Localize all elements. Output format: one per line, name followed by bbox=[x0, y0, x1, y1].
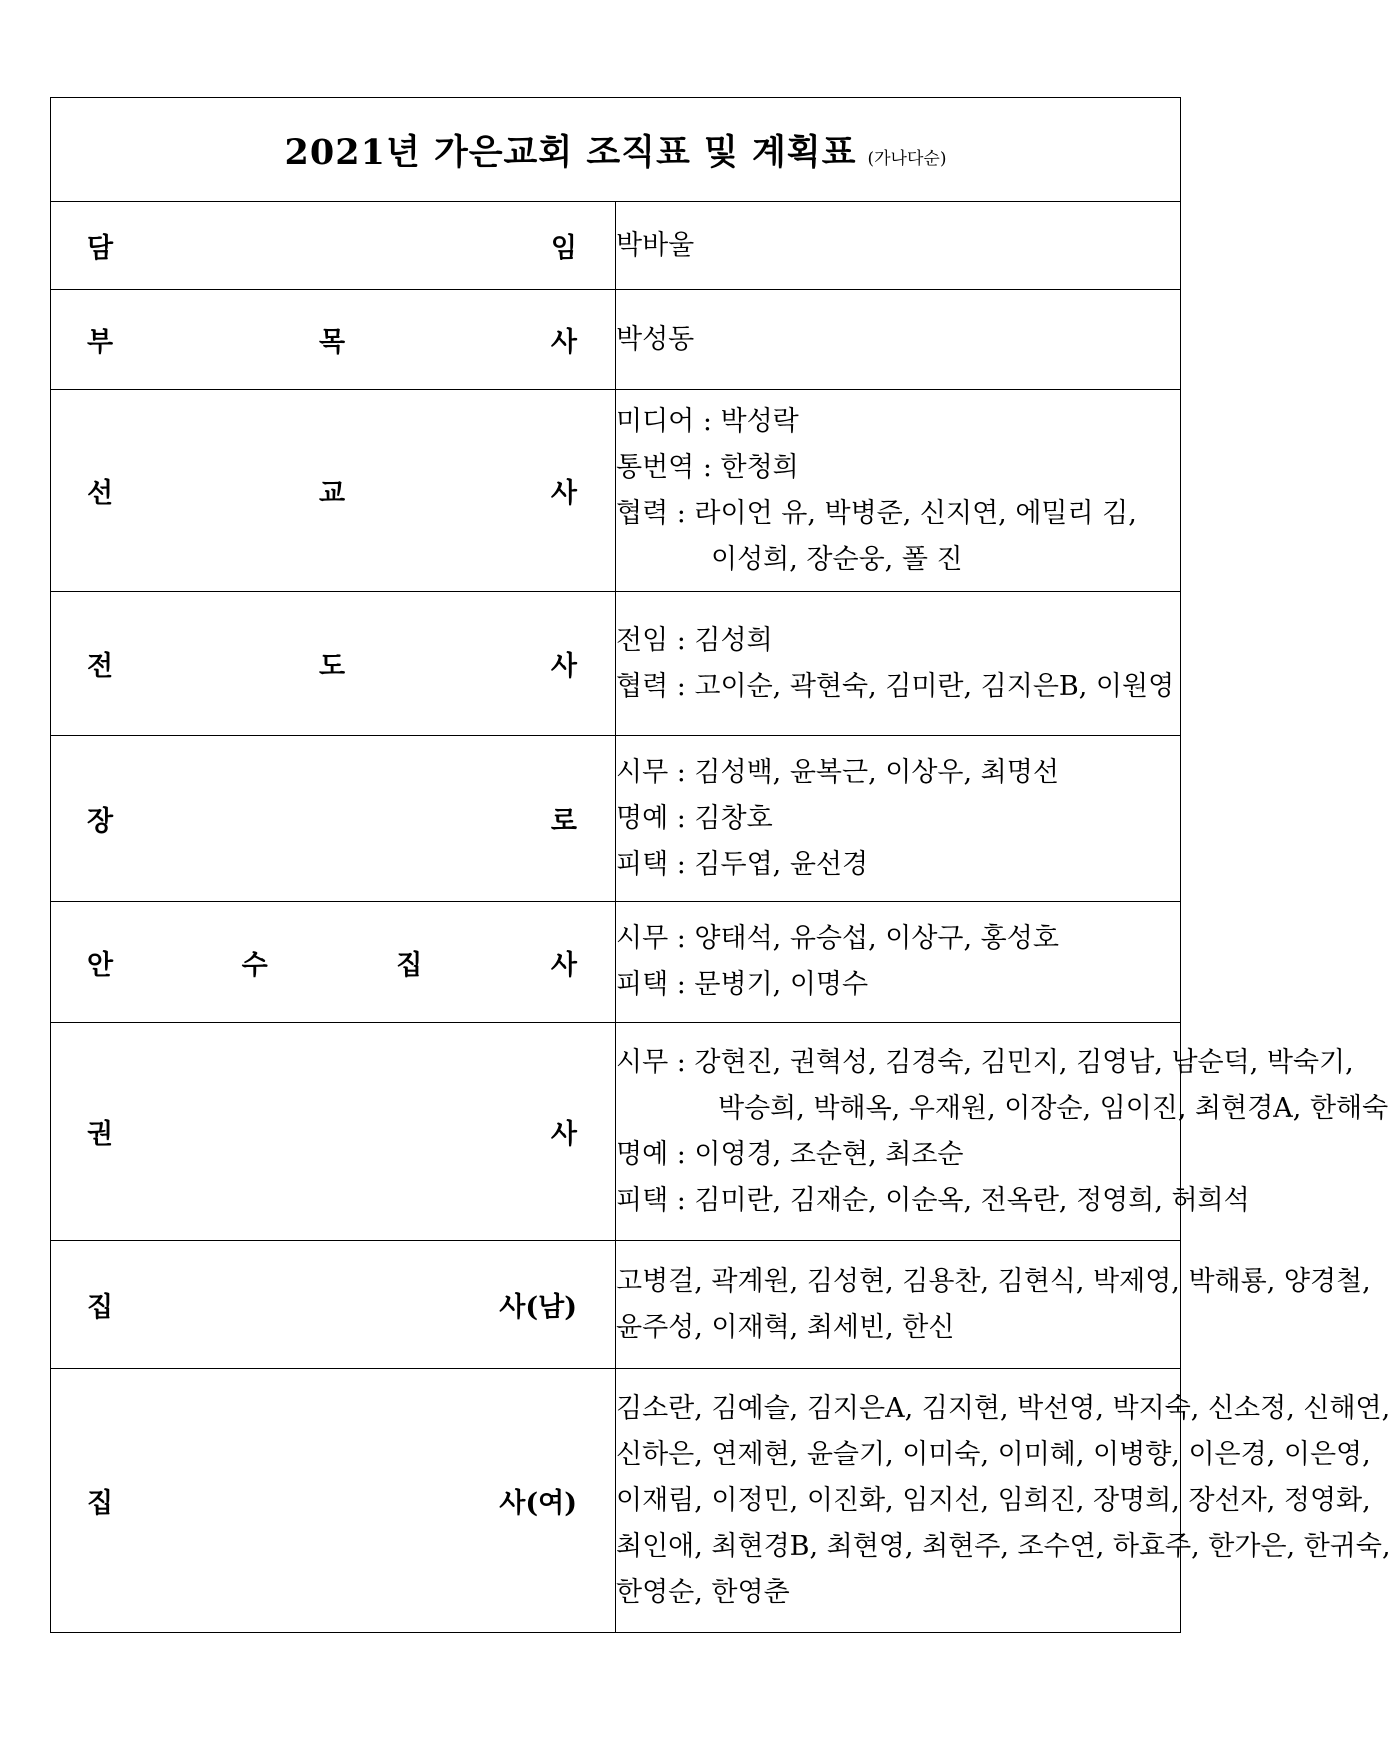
role-label-char: 집 bbox=[87, 1488, 114, 1519]
role-label-char: 선 bbox=[87, 478, 114, 509]
member-line-continued: 박승희, 박해옥, 우재원, 이장순, 임이진, 최현경A, 한해숙 bbox=[718, 1092, 1389, 1124]
table-row bbox=[51, 736, 1181, 902]
role-label-cell bbox=[51, 1369, 616, 1633]
role-label-char: 안 bbox=[87, 949, 114, 981]
member-list-cell bbox=[616, 202, 1181, 290]
role-label-char: 사 bbox=[550, 651, 577, 682]
member-list-cell bbox=[616, 1241, 1371, 1369]
member-line: 이재림, 이정민, 이진화, 임지선, 임희진, 장명희, 장선자, 정영화, bbox=[616, 1484, 1371, 1516]
member-list-cell bbox=[616, 390, 1181, 592]
role-label-cell bbox=[51, 290, 616, 390]
role-label bbox=[51, 1285, 615, 1324]
role-label-char: 사(남) bbox=[499, 1292, 577, 1323]
member-line: 피택 : 김두엽, 윤선경 bbox=[616, 848, 869, 880]
member-line: 시무 : 김성백, 윤복근, 이상우, 최명선 bbox=[616, 756, 1059, 788]
member-line: 고병걸, 곽계원, 김성현, 김용찬, 김현식, 박제영, 박해룡, 양경철, bbox=[616, 1265, 1371, 1297]
role-label bbox=[51, 471, 615, 510]
table-row bbox=[51, 202, 1181, 290]
role-label-char: 사(여) bbox=[499, 1488, 577, 1519]
member-list-cell bbox=[616, 902, 1181, 1023]
role-label-char: 사 bbox=[550, 949, 577, 981]
member-line: 피택 : 김미란, 김재순, 이순옥, 전옥란, 정영희, 허희석 bbox=[616, 1184, 1250, 1216]
title-cell bbox=[51, 98, 1181, 202]
member-line: 박바울 bbox=[616, 229, 695, 261]
role-label-char: 권 bbox=[87, 1119, 114, 1150]
role-label bbox=[51, 943, 615, 982]
role-label-char: 집 bbox=[396, 949, 423, 981]
role-label-char: 수 bbox=[241, 949, 268, 981]
member-line: 시무 : 강현진, 권혁성, 김경숙, 김민지, 김영남, 남순덕, 박숙기, bbox=[616, 1046, 1354, 1078]
role-label bbox=[51, 1112, 615, 1151]
member-line: 전임 : 김성희 bbox=[616, 624, 773, 656]
role-label-char: 목 bbox=[318, 327, 346, 358]
member-line: 협력 : 고이순, 곽현숙, 김미란, 김지은B, 이원영 bbox=[616, 670, 1175, 702]
role-label bbox=[51, 320, 615, 359]
role-label-char: 교 bbox=[318, 478, 346, 509]
role-label bbox=[51, 644, 615, 683]
role-label-cell bbox=[51, 1023, 616, 1241]
table-row bbox=[51, 1023, 1181, 1241]
org-chart-table bbox=[50, 97, 1391, 1633]
member-list-cell bbox=[616, 290, 1181, 390]
role-label-char: 사 bbox=[550, 478, 577, 509]
title-row bbox=[51, 98, 1181, 202]
member-line: 한영순, 한영춘 bbox=[616, 1576, 790, 1608]
member-line: 윤주성, 이재혁, 최세빈, 한신 bbox=[616, 1311, 955, 1343]
role-label-char: 로 bbox=[550, 806, 577, 837]
member-list-cell bbox=[616, 1023, 1389, 1241]
role-label-cell bbox=[51, 390, 616, 592]
member-line: 박성동 bbox=[616, 323, 695, 355]
member-line: 김소란, 김예슬, 김지은A, 김지현, 박선영, 박지숙, 신소정, 신해연, bbox=[616, 1392, 1391, 1424]
role-label-cell bbox=[51, 1241, 616, 1369]
role-label-char: 임 bbox=[550, 233, 577, 264]
role-label-char: 사 bbox=[550, 327, 577, 358]
table-row bbox=[51, 1241, 1181, 1369]
member-line-continued: 이성희, 장순웅, 폴 진 bbox=[711, 543, 963, 575]
role-label-char: 담 bbox=[87, 233, 114, 264]
member-list-cell bbox=[616, 1369, 1391, 1633]
role-label-cell bbox=[51, 202, 616, 290]
table-row bbox=[51, 592, 1181, 736]
role-label-char: 도 bbox=[318, 651, 346, 682]
role-label-char: 사 bbox=[550, 1119, 577, 1150]
role-label-cell bbox=[51, 902, 616, 1023]
member-line: 신하은, 연제현, 윤슬기, 이미숙, 이미혜, 이병향, 이은경, 이은영, bbox=[616, 1438, 1371, 1470]
role-label-char: 장 bbox=[87, 806, 114, 837]
table-row bbox=[51, 290, 1181, 390]
member-line: 시무 : 양태석, 유승섭, 이상구, 홍성호 bbox=[616, 923, 1059, 954]
page-title: 2021년 가은교회 조직표 및 계획표 bbox=[284, 131, 857, 173]
role-label-cell bbox=[51, 592, 616, 736]
table-row bbox=[51, 902, 1181, 1023]
role-label-char: 전 bbox=[87, 651, 114, 682]
role-label-char: 집 bbox=[87, 1292, 114, 1323]
role-label-cell bbox=[51, 736, 616, 902]
org-chart-sheet bbox=[50, 97, 1391, 1633]
title-note: (가나다순) bbox=[867, 148, 947, 169]
member-line: 명예 : 이영경, 조순현, 최조순 bbox=[616, 1138, 964, 1170]
member-list-cell bbox=[616, 736, 1181, 902]
role-label bbox=[51, 226, 615, 265]
member-line: 피택 : 문병기, 이명수 bbox=[616, 969, 869, 1000]
member-line: 최인애, 최현경B, 최현영, 최현주, 조수연, 하효주, 한가은, 한귀숙, bbox=[616, 1530, 1391, 1562]
member-line: 협력 : 라이언 유, 박병준, 신지연, 에밀리 김, bbox=[616, 497, 1137, 529]
role-label bbox=[51, 1481, 615, 1520]
member-line: 통번역 : 한청희 bbox=[616, 451, 799, 483]
table-row bbox=[51, 1369, 1181, 1633]
member-list-cell bbox=[616, 592, 1181, 736]
member-line: 미디어 : 박성락 bbox=[616, 405, 799, 437]
table-row bbox=[51, 390, 1181, 592]
role-label bbox=[51, 799, 615, 838]
role-label-char: 부 bbox=[87, 327, 114, 358]
member-line: 명예 : 김창호 bbox=[616, 802, 773, 834]
